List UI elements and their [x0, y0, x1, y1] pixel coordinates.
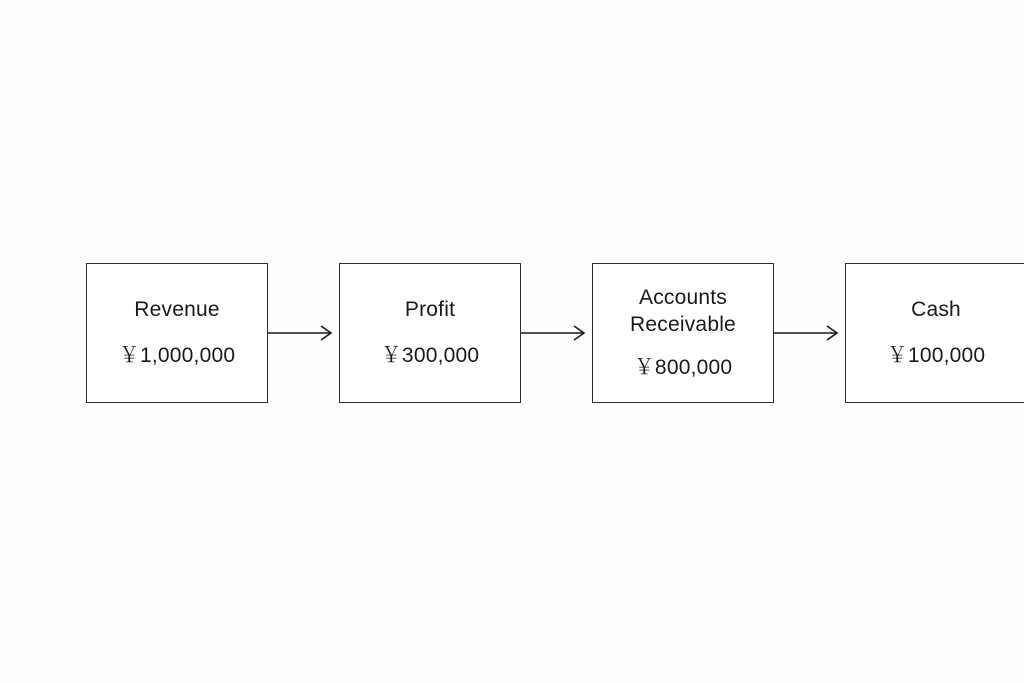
node-label: Revenue [134, 297, 220, 321]
node-label: Profit [404, 297, 456, 321]
flow-node-profit[interactable] [339, 263, 521, 403]
flow-node-accounts-receivable[interactable] [592, 263, 774, 403]
flow-node-cash[interactable] [845, 263, 1024, 403]
arrow-right-icon-1 [268, 322, 339, 344]
arrow-right-icon-3 [774, 322, 845, 344]
node-label-line2: Receivable [630, 312, 736, 336]
node-label: Cash [911, 297, 961, 321]
node-value: ￥100,000 [886, 344, 986, 368]
flow-node-revenue[interactable] [86, 263, 268, 403]
node-value: ￥800,000 [633, 356, 733, 380]
node-value: ￥300,000 [380, 344, 480, 368]
flow-chain [86, 263, 1024, 403]
node-value: ￥1,000,000 [118, 344, 236, 368]
arrow-right-icon-2 [521, 322, 592, 344]
node-label: Accounts [639, 285, 727, 309]
